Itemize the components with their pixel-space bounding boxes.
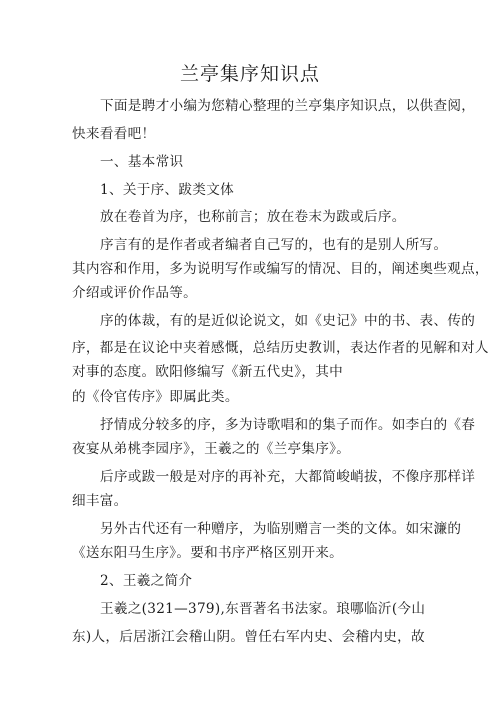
paragraph-line: 细丰富。 [72, 493, 128, 509]
paragraph-line: 序，都是在议论中夹着感慨，总结历史教训，表达作者的见解和对人 [72, 340, 489, 356]
paragraph-line: 快来看看吧！ [72, 126, 156, 142]
subsection-heading: 1、关于序、跋类文体 [100, 182, 234, 198]
paragraph-line: 对事的态度。欧阳修编写《新五代史》，其中 [72, 364, 344, 380]
paragraph-line: 东)人，后居浙江会稽山阴。曾任右军内史、会稽内史，故 [72, 629, 425, 645]
paragraph-line: 序言有的是作者或者编者自己写的，也有的是别人所写。 [100, 237, 448, 253]
paragraph-line: 夜宴从弟桃李园序》，王羲之的《兰亭集序》。 [72, 441, 351, 457]
paragraph-line: 抒情成分较多的序，多为诗歌唱和的集子而作。如李白的《春 [100, 417, 476, 433]
paragraph-line: 下面是聘才小编为您精心整理的兰亭集序知识点，以供查阅， [100, 98, 476, 114]
paragraph-line: 王羲之(321—379),东晋著名书法家。琅哪临沂(今山 [100, 601, 426, 617]
paragraph-line: 其内容和作用，多为说明写作或编写的情况、目的，阐述奥些观点， [72, 261, 489, 277]
paragraph-line: 序的体裁，有的是近似论说文，如《史记》中的书、表、传的 [100, 313, 476, 329]
paragraph-line: 后序或跋一般是对序的再补充，大都简峻峭拔，不像序那样详 [100, 469, 476, 485]
paragraph-line: 《送东阳马生序》。要和书序严格区别开来。 [72, 545, 344, 561]
paragraph-line: 介绍或评价作品等。 [72, 285, 198, 301]
paragraph-line: 另外古代还有一种赠序，为临别赠言一类的文体。如宋濂的 [100, 521, 462, 537]
paragraph-line: 的《伶官传序》即属此类。 [72, 389, 239, 405]
paragraph-line: 放在卷首为序，也称前言；放在卷末为跋或后序。 [100, 209, 406, 225]
subsection-heading: 2、王羲之简介 [100, 573, 193, 589]
document-title: 兰亭集序知识点 [179, 63, 320, 85]
section-heading: 一、基本常识 [100, 154, 184, 170]
